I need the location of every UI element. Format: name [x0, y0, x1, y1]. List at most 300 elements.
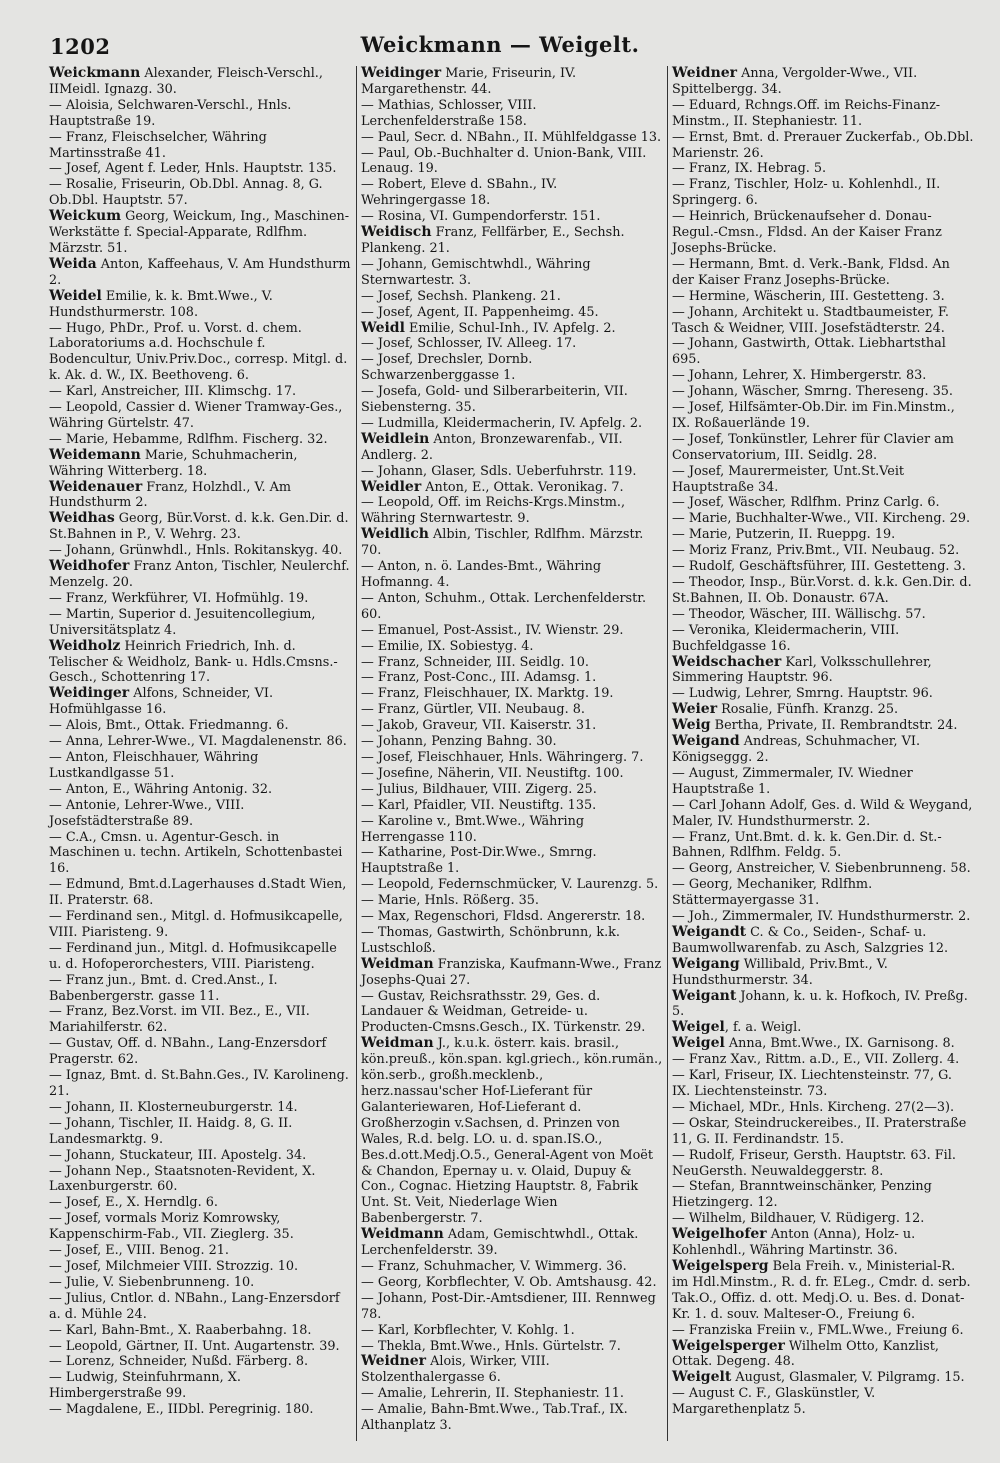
entry-surname: Weigelsperg — [672, 1257, 769, 1274]
entry-text: — Amalie, Lehrerin, II. Stephaniestr. 11. — [361, 1386, 624, 1402]
entry-text: — Heinrich, Brückenaufseher d. Donau-Regul.-Cmsn., Fldsd. An der Kaiser Franz Josephs-Brücke. — [672, 209, 942, 256]
columns — [45, 66, 980, 1441]
directory-entry — [49, 750, 352, 782]
directory-entry — [672, 464, 974, 496]
directory-entry — [361, 305, 663, 321]
entry-text: — Johann, Gemischtwhdl., Währing Sternwartestr. 3. — [361, 256, 591, 288]
directory-entry — [361, 734, 663, 750]
entry-text: — Josef, E., VIII. Benog. 21. — [49, 1243, 229, 1259]
directory-entry — [49, 1259, 352, 1275]
entry-text: Andreas, Schuhmacher, VI. Königseggg. 2. — [672, 734, 921, 765]
directory-entry — [49, 941, 352, 973]
directory-entry — [672, 1386, 974, 1418]
directory-entry — [361, 1036, 663, 1227]
entry-surname: Weickum — [49, 208, 122, 225]
entry-text: — Leopold, Off. im Reichs-Krgs.Minstm., Währing Sternwartestr. 9. — [361, 495, 626, 527]
directory-entry — [49, 559, 352, 591]
entry-text: — Amalie, Bahn-Bmt.Wwe., Tab.Traf., IX. Althanplatz 3. — [361, 1402, 628, 1434]
directory-entry — [361, 130, 663, 146]
entry-text: — Josef, E., X. Herndlg. 6. — [49, 1195, 218, 1211]
entry-text: — Franz, Tischler, Holz- u. Kohlenhdl., II. Springerg. 6. — [672, 177, 941, 209]
entry-text: J., k.u.k. österr. kais. brasil., kön.preuß., kön.span. kgl.griech., kön.rumän., kön.serb., großh.mecklenb., herz.nassau'scher Hof-Lieferant für Galanteriewaren, Hof-Lieferant d. Großherzogin v.Sachsen, d. Prinzen von Wales, R.d. belg. LO. u. d. span.IS.O., Bes.d.ott.Medj.O.5., General-Agent von Moët & Chandon, Epernay u. v. Olaid, Dupuy & Con., Cognac. Hietzing Hauptstr. 8, Fabrik Unt. St. Veit, Niederlage Wien Babenbergerstr. 7. — [361, 1036, 663, 1227]
entry-text: — Ludwig, Steinfuhrmann, X. Himbergerstraße 99. — [49, 1370, 241, 1402]
directory-entry — [361, 845, 663, 877]
directory-entry — [672, 1370, 974, 1386]
entry-text: — August C. F., Glaskünstler, V. Margarethenplatz 5. — [672, 1386, 876, 1418]
directory-entry — [672, 861, 974, 877]
directory-entry — [49, 734, 352, 750]
entry-text: Heinrich Friedrich, Inh. d. Telischer & Weidholz, Bank- u. Hdls.Cmsns.-Gesch., Schottenring 17. — [49, 638, 338, 686]
directory-entry — [361, 1386, 663, 1402]
entry-text: — Josef, Agent f. Leder, Hnls. Hauptstr. 135. — [49, 161, 337, 177]
entry-text: — Gustav, Off. d. NBahn., Lang-Enzersdorf Pragerstr. 62. — [49, 1036, 327, 1068]
directory-entry — [361, 1339, 663, 1355]
entry-text: — Rosina, VI. Gumpendorferstr. 151. — [361, 209, 601, 225]
entry-text: Anna, Bmt.Wwe., IX. Garnisong. 8. — [724, 1036, 955, 1052]
directory-entry — [672, 400, 974, 432]
entry-surname: Weidlein — [361, 430, 430, 447]
entry-text: — Hermann, Bmt. d. Verk.-Bank, Fldsd. An der Kaiser Franz Josephs-Brücke. — [672, 256, 950, 288]
entry-text: — Josef, Sechsh. Plankeng. 21. — [361, 288, 561, 304]
entry-surname: Weidhas — [49, 510, 115, 527]
entry-surname: Weidhofer — [49, 558, 130, 575]
directory-entry — [672, 877, 974, 909]
entry-text: Emilie, k. k. Bmt.Wwe., V. Hundsthurmerstr. 108. — [49, 288, 273, 320]
entry-text: — Johann Nep., Staatsnoten-Revident, X. Laxenburgerstr. 60. — [49, 1163, 316, 1195]
directory-entry — [672, 98, 974, 130]
directory-entry — [49, 782, 352, 798]
entry-text: — Franz jun., Bmt. d. Cred.Anst., I. Babenbergerstr. gasse 11. — [49, 972, 278, 1004]
entry-text: — Josef, Tonkünstler, Lehrer für Clavier am Conservatorium, III. Seidlg. 28. — [672, 431, 954, 463]
directory-entry — [49, 1370, 352, 1402]
entry-text: — Georg, Mechaniker, Rdlfhm. Stättermayergasse 31. — [672, 877, 873, 909]
directory-entry — [361, 495, 663, 527]
entry-text: — Johann, Penzing Bahng. 30. — [361, 734, 557, 750]
entry-text: Emilie, Schul-Inh., IV. Apfelg. 2. — [404, 320, 616, 336]
entry-surname: Weigandt — [672, 923, 747, 940]
entry-text: — Theodor, Wäscher, III. Wällischg. 57. — [672, 606, 926, 622]
directory-entry — [672, 177, 974, 209]
directory-entry — [672, 384, 974, 400]
entry-text: Adam, Gemischtwhdl., Ottak. Lerchenfelderstr. 39. — [361, 1227, 639, 1259]
entry-surname: Weidner — [672, 66, 738, 81]
entry-text: — Oskar, Steindruckereibes., II. Praterstraße 11, G. II. Ferdinandstr. 15. — [672, 1115, 967, 1147]
directory-entry — [361, 527, 663, 559]
entry-text: — Anton, Schuhm., Ottak. Lerchenfelderstr. 60. — [361, 590, 647, 622]
directory-entry — [672, 909, 974, 925]
entry-surname: Weigelsperger — [672, 1337, 785, 1354]
entry-text: — Georg, Anstreicher, V. Siebenbrunneng. 58. — [672, 861, 971, 877]
entry-text: Anton, E., Ottak. Veronikag. 7. — [421, 479, 624, 495]
entry-surname: Weidner — [361, 1353, 427, 1370]
directory-entry — [49, 718, 352, 734]
entry-text: — Josef, Maurermeister, Unt.St.Veit Hauptstraße 34. — [672, 463, 905, 495]
column-1 — [45, 66, 356, 1441]
entry-text: — Marie, Hebamme, Rdlfhm. Fischerg. 32. — [49, 431, 328, 447]
directory-entry — [49, 1116, 352, 1148]
entry-text: Anton, Kaffeehaus, V. Am Hundsthurm 2. — [49, 256, 351, 288]
entry-text: — Joh., Zimmermaler, IV. Hundsthurmerstr. 2. — [672, 909, 971, 925]
directory-entry — [361, 1259, 663, 1275]
entry-text: — Anton, E., Währing Antonig. 32. — [49, 781, 273, 797]
entry-text: Anton (Anna), Holz- u. Kohlenhdl., Währing Martinstr. 36. — [672, 1227, 916, 1259]
entry-text: — Katharine, Post-Dir.Wwe., Smrng. Hauptstraße 1. — [361, 845, 597, 877]
directory-entry — [49, 1195, 352, 1211]
entry-text: — Veronika, Kleidermacherin, VIII. Buchfeldgasse 16. — [672, 622, 900, 654]
entry-text: Franz Anton, Tischler, Neulerchf. Menzelg. 20. — [49, 559, 350, 590]
entry-surname: Weigang — [672, 955, 740, 972]
entry-text: — Emanuel, Post-Assist., IV. Wienstr. 29. — [361, 622, 624, 638]
entry-text: Wilhelm Otto, Kanzlist, Ottak. Degeng. 48. — [672, 1338, 939, 1370]
directory-entry — [49, 1243, 352, 1259]
entry-text: — Martin, Superior d. Jesuitencollegium, Universitätsplatz 4. — [49, 606, 316, 638]
directory-entry — [361, 416, 663, 432]
directory-entry — [361, 893, 663, 909]
entry-text: — Rosalie, Friseurin, Ob.Dbl. Annag. 8, G. Ob.Dbl. Hauptstr. 57. — [49, 177, 323, 209]
directory-entry — [361, 1275, 663, 1291]
directory-entry — [49, 511, 352, 543]
directory-entry — [672, 1068, 974, 1100]
entry-text: Georg, Bür.Vorst. d. k.k. Gen.Dir. d. St.Bahnen in P., V. Wehrg. 23. — [49, 511, 349, 543]
entry-text: — Ludwig, Lehrer, Smrng. Hauptstr. 96. — [672, 686, 933, 702]
entry-text: — Johann, Post-Dir.-Amtsdiener, III. Rennweg 78. — [361, 1290, 656, 1322]
directory-entry — [361, 798, 663, 814]
directory-entry — [672, 305, 974, 337]
entry-text: — Leopold, Gärtner, II. Unt. Augartenstr. 39. — [49, 1338, 340, 1354]
directory-entry — [361, 289, 663, 305]
directory-entry — [49, 98, 352, 130]
entry-surname: Weigel — [672, 1019, 725, 1036]
entry-text: , f. a. Weigl. — [724, 1020, 802, 1036]
entry-text: — Stefan, Branntweinschänker, Penzing Hietzingerg. 12. — [672, 1179, 932, 1211]
directory-entry — [49, 973, 352, 1005]
entry-text: Willibald, Priv.Bmt., V. Hundsthurmerstr. 34. — [672, 956, 888, 988]
entry-text: Bela Freih. v., Ministerial-R. im Hdl.Minstm., R. d. fr. ELeg., Cmdr. d. serb. Tak.O., Offiz. d. ott. Medj.O. u. Bes. d. Donat-Kr. 1. d. souv. Malteser-O., Freiung 6. — [672, 1258, 971, 1322]
directory-entry — [361, 432, 663, 464]
entry-text: — Gustav, Reichsrathsstr. 29, Ges. d. Landauer & Weidman, Getreide- u. Producten-Cmsns.Gesch., IX. Türkenstr. 29. — [361, 988, 646, 1036]
column-3 — [667, 66, 978, 1441]
directory-entry — [49, 1100, 352, 1116]
entry-surname: Weig — [672, 717, 711, 734]
directory-entry — [49, 1211, 352, 1243]
directory-entry — [361, 225, 663, 257]
entry-text: — Marie, Buchhalter-Wwe., VII. Kircheng. 29. — [672, 511, 971, 527]
directory-entry — [49, 909, 352, 941]
entry-text: Alexander, Fleisch-Verschl., IIMeidl. Ignazg. 30. — [49, 66, 323, 97]
directory-entry — [672, 1259, 974, 1323]
entry-surname: Weidmann — [361, 1226, 444, 1243]
entry-surname: Weida — [49, 255, 97, 272]
directory-entry — [361, 352, 663, 384]
directory-entry — [361, 655, 663, 671]
directory-entry — [49, 1164, 352, 1196]
directory-entry — [361, 464, 663, 480]
entry-text: — Anton, Fleischhauer, Währing Lustkandlgasse 51. — [49, 749, 259, 781]
entry-surname: Weier — [672, 701, 718, 718]
directory-entry — [49, 1036, 352, 1068]
entry-text: August, Glasmaler, V. Pilgramg. 15. — [731, 1370, 965, 1386]
entry-text: — Ferdinand sen., Mitgl. d. Hofmusikcapelle, VIII. Piaristeng. 9. — [49, 909, 343, 940]
entry-text: — Paul, Secr. d. NBahn., II. Mühlfeldgasse 13. — [361, 129, 662, 145]
entry-text: — Mathias, Schlosser, VIII. Lerchenfelderstraße 158. — [361, 97, 537, 129]
entry-text: — Rudolf, Geschäftsführer, III. Gestetteng. 3. — [672, 559, 966, 575]
directory-entry — [672, 1116, 974, 1148]
entry-text: — Rudolf, Friseur, Gersth. Hauptstr. 63. Fil. NeuGersth. Neuwaldeggerstr. 8. — [672, 1147, 956, 1179]
directory-entry — [672, 1227, 974, 1259]
entry-text: — Max, Regenschori, Fldsd. Angererstr. 18. — [361, 909, 646, 925]
entry-text: Johann, k. u. k. Hofkoch, IV. Preßg. 5. — [672, 988, 968, 1020]
entry-text: — Karl, Bahn-Bmt., X. Raaberbahng. 18. — [49, 1322, 312, 1338]
directory-entry — [49, 1148, 352, 1164]
directory-entry — [49, 798, 352, 830]
entry-text: Marie, Friseurin, IV. Margarethenstr. 44. — [361, 66, 577, 97]
entry-surname: Weidschacher — [672, 653, 782, 670]
entry-text: — Josef, Wäscher, Rdlfhm. Prinz Carlg. 6. — [672, 495, 940, 511]
entry-text: — Wilhelm, Bildhauer, V. Rüdigerg. 12. — [672, 1211, 925, 1227]
entry-text: — Julius, Bildhauer, VIII. Zigerg. 25. — [361, 781, 597, 797]
directory-entry — [672, 1100, 974, 1116]
directory-entry — [361, 384, 663, 416]
directory-entry — [672, 161, 974, 177]
entry-surname: Weidenauer — [49, 478, 143, 495]
entry-surname: Weigant — [672, 987, 737, 1004]
entry-surname: Weidisch — [361, 224, 432, 241]
directory-entry — [49, 161, 352, 177]
directory-entry — [49, 130, 352, 162]
entry-text: — Carl Johann Adolf, Ges. d. Wild & Weygand, Maler, IV. Hundsthurmerstr. 2. — [672, 797, 973, 829]
entry-text: — Eduard, Rchngs.Off. im Reichs-Finanz-Minstm., II. Stephaniestr. 11. — [672, 97, 941, 129]
entry-surname: Weidemann — [49, 446, 141, 463]
directory-entry — [361, 66, 663, 98]
entry-text: Marie, Schuhmacherin, Währing Witterberg. 18. — [49, 447, 298, 479]
directory-entry — [49, 257, 352, 289]
directory-entry — [672, 989, 974, 1021]
entry-text: — Franz Xav., Rittm. a.D., E., VII. Zollerg. 4. — [672, 1052, 960, 1068]
directory-entry — [672, 511, 974, 527]
entry-text: — Anton, n. ö. Landes-Bmt., Währing Hofmanng. 4. — [361, 559, 602, 590]
directory-entry — [672, 336, 974, 368]
entry-text: — Josef, Drechsler, Dornb. Schwarzenberggasse 1. — [361, 352, 533, 384]
directory-entry — [361, 1291, 663, 1323]
directory-entry — [49, 1291, 352, 1323]
directory-entry — [361, 686, 663, 702]
entry-text: Bertha, Private, II. Rembrandtstr. 24. — [710, 718, 958, 734]
directory-entry — [49, 591, 352, 607]
entry-text: — Magdalene, E., IIDbl. Peregrinig. 180. — [49, 1402, 314, 1418]
directory-entry — [361, 591, 663, 623]
entry-text: — Lorenz, Schneider, Nußd. Färberg. 8. — [49, 1354, 309, 1370]
entry-text: — Johann, Stuckateur, III. Apostelg. 34. — [49, 1147, 307, 1163]
directory-entry — [672, 1052, 974, 1068]
directory-entry — [361, 257, 663, 289]
entry-text: — Georg, Korbflechter, V. Ob. Amtshausg. 42. — [361, 1274, 657, 1290]
entry-text: — Franz, Bez.Vorst. im VII. Bez., E., VII. Mariahilferstr. 62. — [49, 1004, 310, 1036]
running-title: Weickmann — Weigelt. — [360, 32, 640, 57]
entry-text: — Julie, V. Siebenbrunneng. 10. — [49, 1274, 255, 1290]
entry-text: Albin, Tischler, Rdlfhm. Märzstr. 70. — [361, 527, 644, 559]
directory-entry — [49, 607, 352, 639]
directory-entry — [49, 177, 352, 209]
entry-text: Georg, Weickum, Ing., Maschinen-Werkstätte f. Special-Apparate, Rdlfhm. Märzstr. 51. — [49, 209, 350, 256]
entry-surname: Weidman — [361, 1035, 434, 1052]
entry-text: — Leopold, Cassier d. Wiener Tramway-Ges., Währing Gürtelstr. 47. — [49, 400, 343, 431]
directory-entry — [361, 750, 663, 766]
entry-text: — Josef, Fleischhauer, Hnls. Währingerg. 7. — [361, 749, 644, 765]
directory-entry — [672, 209, 974, 257]
directory-entry — [672, 575, 974, 607]
directory-entry — [361, 702, 663, 718]
entry-text: — Josefine, Näherin, VII. Neustiftg. 100. — [361, 765, 624, 781]
entry-surname: Weidler — [361, 478, 422, 495]
entry-text: — Johann, Gastwirth, Ottak. Liebhartsthal 695. — [672, 336, 946, 368]
directory-entry — [672, 718, 974, 734]
directory-entry — [49, 1004, 352, 1036]
directory-entry — [49, 432, 352, 448]
entry-surname: Weigel — [672, 1035, 725, 1052]
entry-surname: Weigelhofer — [672, 1226, 767, 1243]
entry-text: Karl, Volksschullehrer, Simmering Hauptstr. 96. — [672, 654, 932, 686]
directory-entry — [672, 766, 974, 798]
entry-text: — Franz, IX. Hebrag. 5. — [672, 161, 827, 177]
entry-text: Franz, Holzhdl., V. Am Hundsthurm 2. — [49, 479, 291, 511]
directory-entry — [49, 1323, 352, 1339]
entry-text: — Anna, Lehrer-Wwe., VI. Magdalenenstr. 86. — [49, 734, 347, 750]
directory-entry — [361, 957, 663, 989]
entry-text: C. & Co., Seiden-, Schaf- u. Baumwollwarenfab. zu Asch, Salzgries 12. — [672, 924, 949, 956]
entry-text: Anton, Bronzewarenfab., VII. Andlerg. 2. — [361, 431, 623, 463]
entry-text: — Karl, Anstreicher, III. Klimschg. 17. — [49, 384, 297, 400]
entry-text: — Johann, Wäscher, Smrng. Thereseng. 35. — [672, 384, 953, 400]
entry-text: — Moriz Franz, Priv.Bmt., VII. Neubaug. 52. — [672, 543, 960, 559]
entry-text: — Marie, Hnls. Rößerg. 35. — [361, 893, 539, 909]
directory-entry — [361, 814, 663, 846]
entry-text: Alois, Wirker, VIII. Stolzenthalergasse 6. — [361, 1354, 550, 1386]
entry-text: — Josef, Schlosser, IV. Alleeg. 17. — [361, 336, 577, 352]
directory-entry — [361, 1227, 663, 1259]
directory-entry — [361, 209, 663, 225]
entry-text: — Josefa, Gold- und Silberarbeiterin, VII. Siebensterng. 35. — [361, 384, 628, 416]
directory-entry — [361, 718, 663, 734]
entry-text: — Karoline v., Bmt.Wwe., Währing Herrengasse 110. — [361, 813, 585, 845]
directory-entry — [361, 146, 663, 178]
directory-entry — [49, 209, 352, 257]
directory-entry — [361, 1402, 663, 1434]
entry-text: Franz, Fellfärber, E., Sechsh. Plankeng. 21. — [361, 225, 625, 256]
entry-surname: Weidlich — [361, 526, 429, 543]
entry-text: — Thekla, Bmt.Wwe., Hnls. Gürtelstr. 7. — [361, 1338, 621, 1354]
entry-text: — August, Zimmermaler, IV. Wiedner Hauptstraße 1. — [672, 765, 913, 797]
directory-entry — [49, 543, 352, 559]
directory-entry — [672, 1020, 974, 1036]
directory-entry — [361, 782, 663, 798]
directory-entry — [672, 66, 974, 98]
entry-text: — Edmund, Bmt.d.Lagerhauses d.Stadt Wien, II. Praterstr. 68. — [49, 877, 347, 909]
column-2 — [356, 66, 667, 1441]
directory-entry — [361, 989, 663, 1037]
entry-text: — Johann, Tischler, II. Haidg. 8, G. II. Landesmarktg. 9. — [49, 1115, 293, 1147]
entry-text: — Alois, Bmt., Ottak. Friedmanng. 6. — [49, 718, 289, 734]
entry-text: Rosalie, Fünfh. Kranzg. 25. — [717, 702, 899, 718]
entry-surname: Weickmann — [49, 66, 141, 81]
directory-entry — [49, 1068, 352, 1100]
entry-text: — Ludmilla, Kleidermacherin, IV. Apfelg. 2. — [361, 415, 643, 431]
directory-entry — [49, 289, 352, 321]
entry-text: — Johann, Architekt u. Stadtbaumeister, F. Tasch & Weidner, VIII. Josefstädterstr. 24. — [672, 304, 949, 336]
entry-text: — Robert, Eleve d. SBahn., IV. Wehringergasse 18. — [361, 177, 558, 209]
entry-text: — Karl, Friseur, IX. Liechtensteinstr. 77, G. IX. Liechtensteinstr. 73. — [672, 1068, 952, 1099]
directory-entry — [672, 925, 974, 957]
directory-entry — [672, 623, 974, 655]
directory-entry — [672, 830, 974, 862]
directory-entry — [49, 1275, 352, 1291]
directory-entry — [672, 1179, 974, 1211]
directory-entry — [361, 909, 663, 925]
directory-entry — [49, 66, 352, 98]
entry-text: — Franz, Gürtler, VII. Neubaug. 8. — [361, 702, 585, 718]
directory-entry — [672, 527, 974, 543]
directory-entry — [672, 543, 974, 559]
entry-text: — Hugo, PhDr., Prof. u. Vorst. d. chem. Laboratoriums a.d. Hochschule f. Bodencultur, Univ.Priv.Doc., corresp. Mitgl. d. k. Ak. d. W., IX. Beethoveng. 6. — [49, 320, 348, 384]
directory-entry — [672, 559, 974, 575]
directory-entry — [49, 321, 352, 385]
entry-text: — Antonie, Lehrer-Wwe., VIII. Josefstädterstraße 89. — [49, 797, 245, 829]
directory-entry — [361, 336, 663, 352]
entry-text: — Karl, Korbflechter, V. Kohlg. 1. — [361, 1322, 575, 1338]
entry-text: — Johann, Glaser, Sdls. Ueberfuhrstr. 119. — [361, 463, 637, 479]
directory-entry — [49, 1339, 352, 1355]
directory-entry — [361, 321, 663, 337]
entry-text: — Marie, Putzerin, II. Rueppg. 19. — [672, 527, 896, 543]
entry-text: — Franz, Post-Conc., III. Adamsg. 1. — [361, 670, 597, 686]
directory-entry — [361, 480, 663, 496]
directory-entry — [49, 1402, 352, 1418]
directory-entry — [49, 830, 352, 878]
directory-entry — [361, 1323, 663, 1339]
entry-text: — Josef, Hilfsämter-Ob.Dir. im Fin.Minstm., IX. Roßauerlände 19. — [672, 400, 955, 431]
entry-text: — Ignaz, Bmt. d. St.Bahn.Ges., IV. Karolineng. 21. — [49, 1068, 349, 1099]
entry-text: — C.A., Cmsn. u. Agentur-Gesch. in Maschinen u. techn. Artikeln, Schottenbastei 16. — [49, 829, 343, 877]
directory-entry — [672, 734, 974, 766]
entry-text: — Franz, Schneider, III. Seidlg. 10. — [361, 654, 590, 670]
entry-surname: Weidholz — [49, 637, 121, 654]
entry-text: — Ferdinand jun., Mitgl. d. Hofmusikcapelle u. d. Hofoperorchesters, VIII. Piaristeng. — [49, 940, 337, 972]
directory-entry — [49, 480, 352, 512]
directory-entry — [672, 432, 974, 464]
entry-text: — Johann, II. Klosterneuburgerstr. 14. — [49, 1099, 298, 1115]
entry-text: Alfons, Schneider, VI. Hofmühlgasse 16. — [49, 686, 274, 718]
entry-text: — Julius, Cntlor. d. NBahn., Lang-Enzersdorf a. d. Mühle 24. — [49, 1290, 340, 1322]
entry-text: — Paul, Ob.-Buchhalter d. Union-Bank, VIII. Lenaug. 19. — [361, 145, 647, 177]
directory-entry — [672, 607, 974, 623]
entry-surname: Weidl — [361, 319, 405, 336]
entry-text: — Thomas, Gastwirth, Schönbrunn, k.k. Lustschloß. — [361, 924, 620, 956]
entry-text: — Leopold, Federnschmücker, V. Laurenzg. 5. — [361, 877, 659, 893]
directory-entry — [672, 495, 974, 511]
directory-entry — [672, 257, 974, 289]
entry-text: — Emilie, IX. Sobiestyg. 4. — [361, 638, 534, 654]
entry-text: Franziska, Kaufmann-Wwe., Franz Josephs-Quai 27. — [361, 956, 662, 988]
directory-entry — [361, 177, 663, 209]
entry-surname: Weigelt — [672, 1369, 732, 1386]
directory-entry — [361, 925, 663, 957]
directory-entry — [672, 702, 974, 718]
directory-entry — [49, 639, 352, 687]
entry-text: — Ernst, Bmt. d. Prerauer Zuckerfab., Ob.Dbl. Marienstr. 26. — [672, 129, 974, 161]
directory-entry — [361, 623, 663, 639]
directory-entry — [672, 798, 974, 830]
directory-entry — [672, 368, 974, 384]
entry-text: — Josef, Milchmeier VIII. Strozzig. 10. — [49, 1258, 299, 1274]
